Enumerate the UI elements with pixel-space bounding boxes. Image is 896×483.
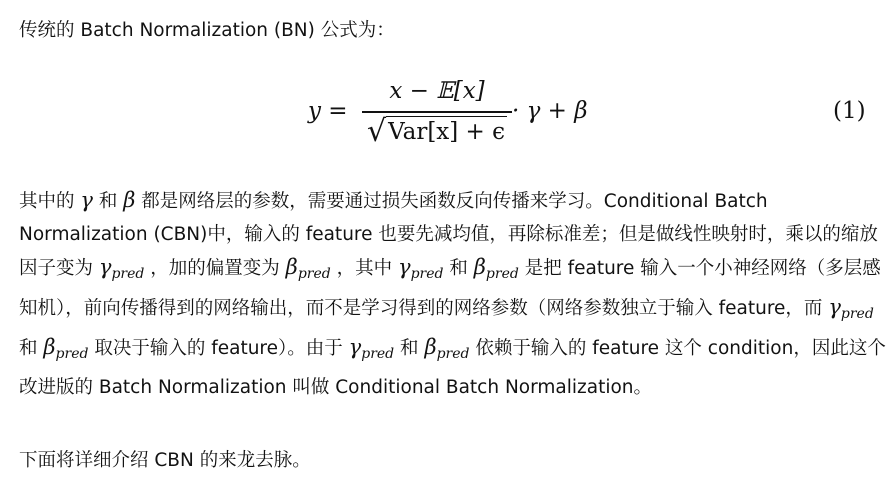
radicand: Var[x] + ϵ	[386, 116, 507, 148]
body-text: 其中的	[19, 191, 75, 212]
beta-pred-symbol: $\beta_{pred}$	[473, 255, 519, 282]
body-paragraph	[19, 184, 889, 404]
formula-rhs: · γ + β	[512, 98, 588, 124]
intro-paragraph: 传统的 Batch Normalization (BN) 公式为：	[19, 20, 395, 41]
beta-pred-symbol: $\beta_{pred}$	[424, 335, 470, 362]
body-text: ，加的偏置变为	[150, 258, 280, 279]
body-text: 依赖于输入的 feature 这个 condition，因此这个改进版的 Batch Normalization 叫做 Conditional Batch Normalization。	[19, 338, 886, 398]
body-text: 和	[19, 338, 38, 359]
sqrt-expression	[366, 113, 507, 149]
gamma-symbol: γ	[80, 188, 93, 212]
body-text: 是把 feature 输入一个小神经网络（多层感知机），前向传播得到的网络输出，而不是学习得到的网络参数（网络参数独立于输入 feature，而	[19, 258, 881, 319]
gamma-pred-symbol: $\gamma_{pred}$	[348, 335, 395, 362]
body-text: 取决于输入的 feature）。由于	[94, 338, 343, 359]
gamma-pred-symbol: $\gamma_{pred}$	[98, 255, 145, 282]
bn-formula	[0, 74, 896, 156]
body-text: 和	[400, 338, 419, 359]
formula-denominator	[362, 113, 512, 151]
beta-pred-symbol: $\beta_{pred}$	[285, 255, 331, 282]
formula-numerator: x − 𝔼[x]	[389, 78, 485, 104]
sqrt-icon: √	[366, 113, 387, 149]
body-text: 和	[98, 191, 118, 212]
beta-symbol: β	[123, 188, 136, 212]
body-text: 都是网络层的参数，需要通过损失函数反向传播来学习。Conditional Batch Normalization (CBN)中，输入的 feature 也要先减均值，再除标准差；但是做线性映射时，乘以的缩放因子变为	[19, 191, 878, 279]
body-text: 和	[449, 258, 468, 279]
body-text: ，其中	[336, 258, 393, 279]
equation-number: (1)	[833, 98, 866, 124]
gamma-pred-symbol: $\gamma_{pred}$	[398, 255, 444, 282]
formula-fraction	[362, 74, 512, 151]
beta-pred-symbol: $\beta_{pred}$	[43, 335, 89, 362]
gamma-pred-symbol: $\gamma_{pred}$	[828, 295, 874, 322]
next-paragraph: 下面将详细介绍 CBN 的来龙去脉。	[19, 450, 311, 471]
formula-lhs: y =	[308, 98, 348, 124]
